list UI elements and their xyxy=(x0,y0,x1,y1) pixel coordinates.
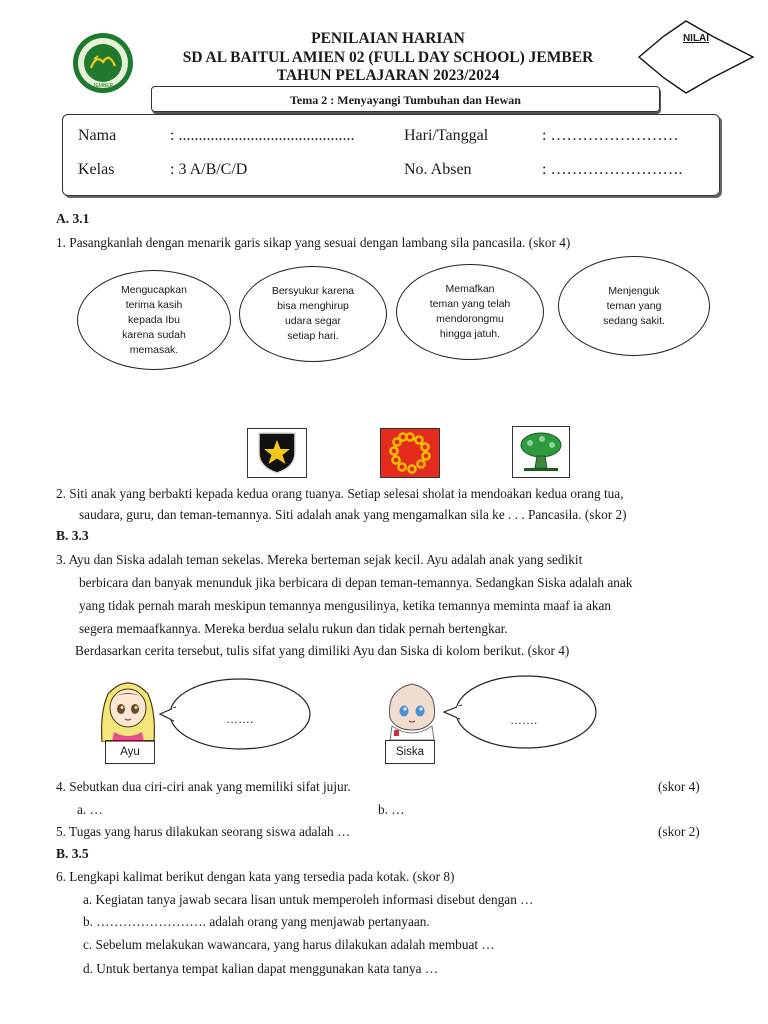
q2-line-1: 2. Siti anak yang berbakti kepada kedua orang tuanya. Setiap selesai sholat ia mendoakan kedua orang tua, xyxy=(56,486,624,501)
chain-icon xyxy=(388,431,432,475)
section-a-heading: A. 3.1 xyxy=(56,211,90,226)
q5-text: 5. Tugas yang harus dilakukan seorang siswa adalah … xyxy=(56,824,351,839)
q3-line-5: Berdasarkan cerita tersebut, tulis sifat yang dimiliki Ayu dan Siska di kolom berikut. (skor 4) xyxy=(75,643,570,658)
logo-text: JEMBER xyxy=(92,83,114,89)
q3-line-2: berbicara dan banyak menunduk jika berbicara di depan teman-temannya. Sedangkan Siska adalah anak xyxy=(79,575,633,590)
q6-text: 6. Lengkapi kalimat berikut dengan kata yang tersedia pada kotak. (skor 8) xyxy=(56,869,455,884)
chain-symbol[interactable] xyxy=(380,428,440,478)
q6-item-a: a. Kegiatan tanya jawab secara lisan untuk memperoleh informasi disebut dengan … xyxy=(83,892,534,907)
header-title: PENILAIAN HARIAN xyxy=(311,30,465,47)
q1-text: 1. Pasangkanlah dengan menarik garis sikap yang sesuai dengan lambang sila pancasila. (skor 4) xyxy=(56,235,571,250)
q6-item-b: b. ……………………. adalah orang yang menjawab pertanyaan. xyxy=(83,914,430,929)
siska-illustration xyxy=(382,676,442,740)
siska-label: Siska xyxy=(385,740,435,764)
nilai-box xyxy=(636,18,756,96)
q6-item-d: d. Untuk bertanya tempat kalian dapat menggunakan kata tanya … xyxy=(83,961,439,976)
q5-score: (skor 2) xyxy=(658,824,700,839)
banyan-tree-icon xyxy=(516,430,566,474)
q3-line-4: segera memaafkannya. Mereka berdua selalu rukun dan tidak pernah bertengkar. xyxy=(79,621,508,636)
header-school: SD AL BAITUL AMIEN 02 (FULL DAY SCHOOL) JEMBER xyxy=(182,49,594,66)
siska-speech-bubble[interactable] xyxy=(440,672,600,752)
q4-score: (skor 4) xyxy=(658,779,700,794)
ayu-illustration xyxy=(96,672,160,742)
q3-line-1: 3. Ayu dan Siska adalah teman sekelas. Mereka berteman sejak kecil. Ayu adalah anak yang sedikit xyxy=(56,552,583,567)
nama-label: Nama xyxy=(78,127,117,144)
header-year: TAHUN PELAJARAN 2023/2024 xyxy=(276,67,500,84)
absen-label: No. Absen xyxy=(404,161,472,178)
absen-field[interactable]: : ……………………. xyxy=(542,161,683,178)
q1-oval-2[interactable] xyxy=(239,266,387,362)
q1-oval-1[interactable] xyxy=(77,270,231,370)
kelas-label: Kelas xyxy=(78,161,115,178)
q1-oval-3[interactable] xyxy=(396,264,544,360)
q4-answer-a[interactable]: a. … xyxy=(77,802,103,817)
section-b35-heading: B. 3.5 xyxy=(56,846,89,861)
q1-oval-2-text: Bersyukur karena bisa menghirup udara segar setiap hari. xyxy=(271,285,355,342)
tema-banner: Tema 2 : Menyayangi Tumbuhan dan Hewan xyxy=(151,86,660,112)
hari-field[interactable]: : …………………… xyxy=(542,127,679,144)
star-symbol[interactable] xyxy=(247,428,307,478)
star-shield-icon xyxy=(257,431,297,475)
q4-text: 4. Sebutkan dua ciri-ciri anak yang memiliki sifat jujur. xyxy=(56,779,351,794)
q3-line-3: yang tidak pernah marah meskipun temannya mengusilinya, ketika temannya meminta maaf ia akan xyxy=(79,598,612,613)
nama-field[interactable]: : ............................................ xyxy=(170,127,355,144)
section-b33-heading: B. 3.3 xyxy=(56,528,89,543)
ayu-bubble-dots: ……. xyxy=(226,712,254,726)
q6-item-c: c. Sebelum melakukan wawancara, yang harus dilakukan adalah membuat … xyxy=(83,937,495,952)
school-logo xyxy=(72,32,134,94)
q1-oval-1-text: Mengucapkan terima kasih kepada Ibu karena sudah memasak. xyxy=(121,283,187,356)
nilai-label: NILAI xyxy=(682,33,710,44)
tree-symbol[interactable] xyxy=(512,426,570,478)
q1-oval-4-text: Menjenguk teman yang sedang sakit. xyxy=(603,284,665,327)
q1-oval-4[interactable] xyxy=(558,256,710,356)
ayu-label: Ayu xyxy=(105,740,155,764)
kelas-value: : 3 A/B/C/D xyxy=(170,161,248,178)
hari-label: Hari/Tanggal xyxy=(404,127,489,144)
ayu-speech-bubble[interactable] xyxy=(156,676,314,752)
q2-line-2: saudara, guru, dan teman-temannya. Siti adalah anak yang mengamalkan sila ke . . . Pancasila. (skor 2) xyxy=(79,507,627,522)
q4-answer-b[interactable]: b. … xyxy=(378,802,405,817)
siska-bubble-dots: ……. xyxy=(510,713,538,727)
q1-oval-3-text: Memafkan teman yang telah mendorongmu hingga jatuh. xyxy=(429,283,511,340)
